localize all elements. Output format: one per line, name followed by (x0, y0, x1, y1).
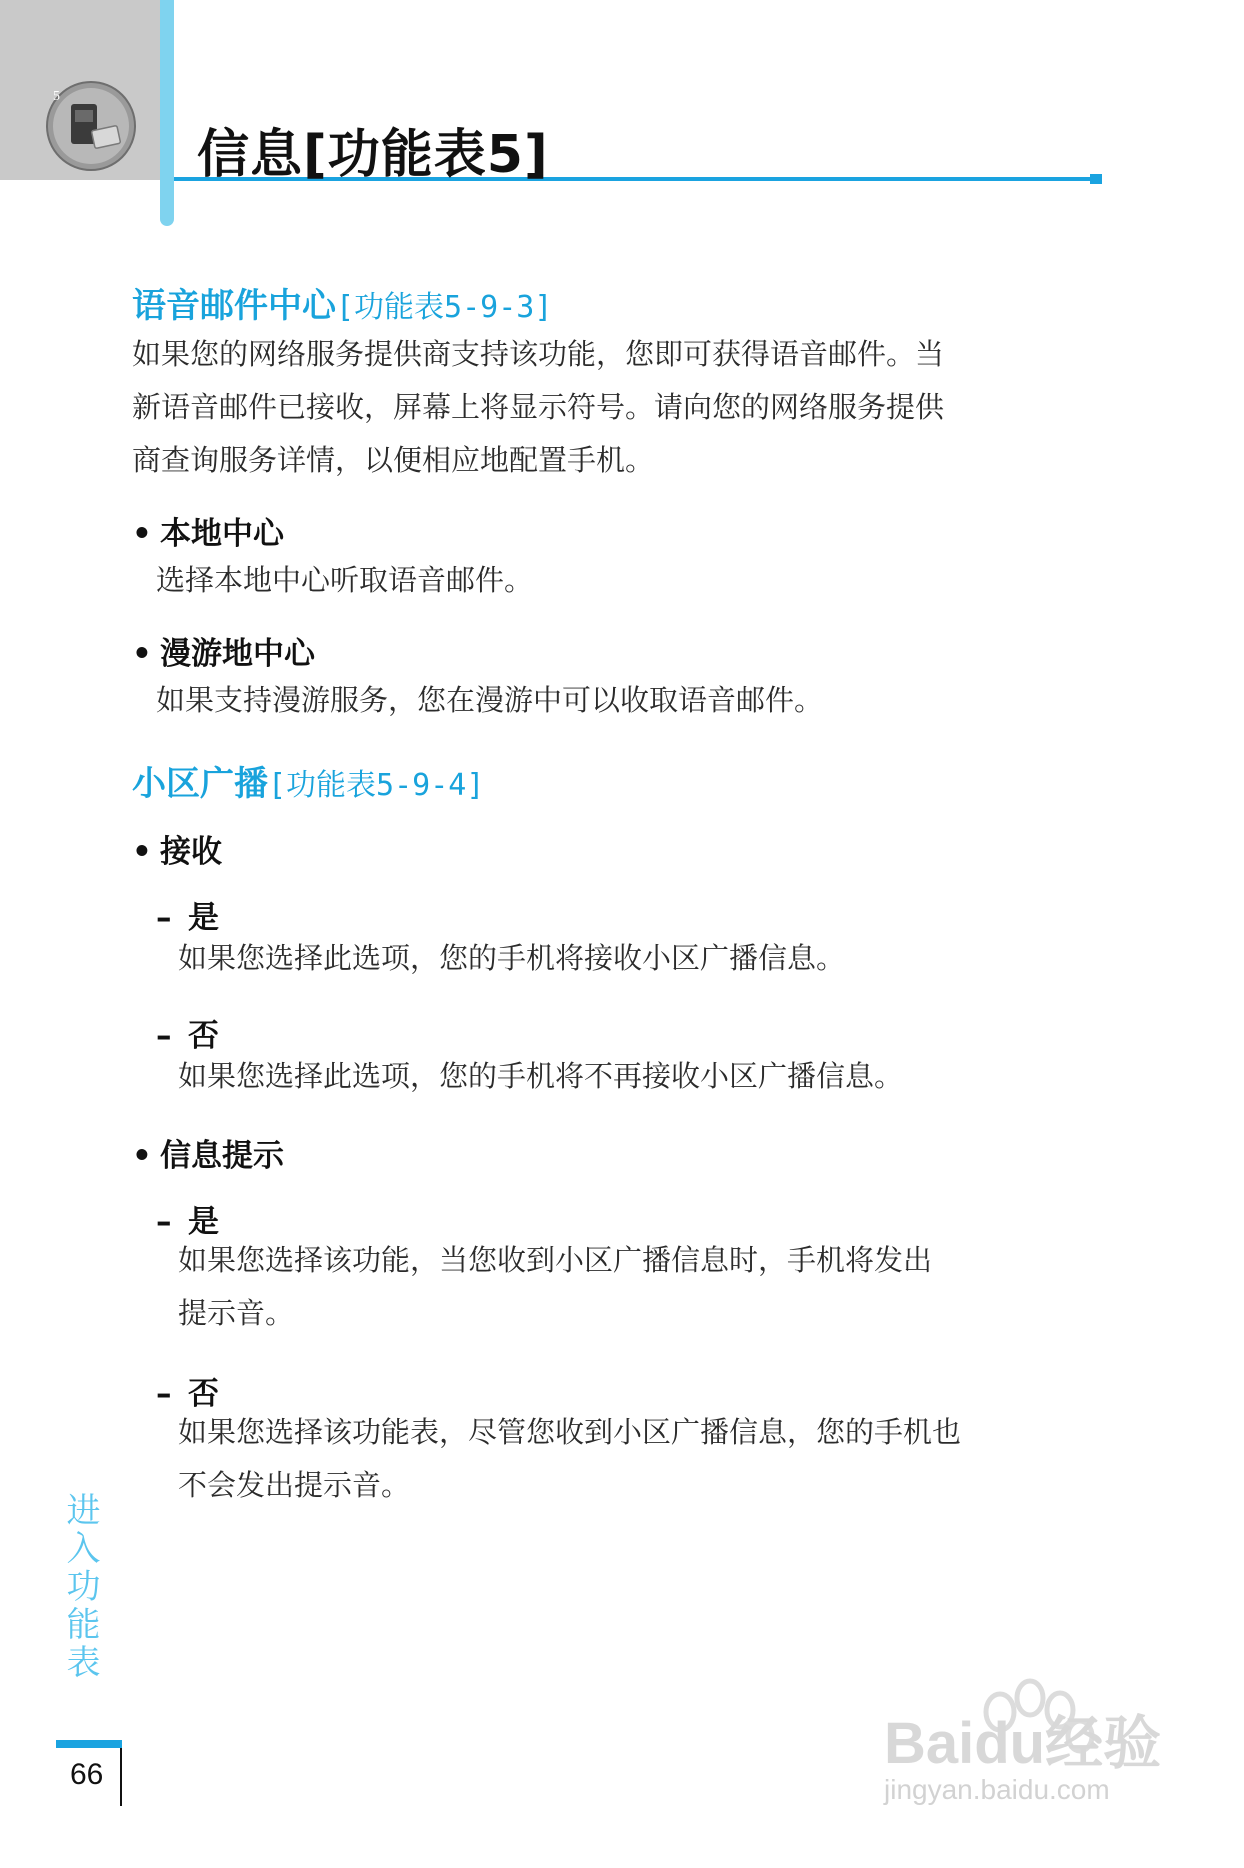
bullet-desc: 如果支持漫游服务，您在漫游中可以收取语音邮件。 (156, 683, 824, 717)
intro-line: 商查询服务详情，以便相应地配置手机。 (132, 443, 655, 477)
header-vertical-bar (160, 0, 174, 226)
option-yes: – 是 (156, 1196, 219, 1241)
intro-line: 新语音邮件已接收，屏幕上将显示符号。请向您的网络服务提供 (132, 390, 945, 424)
option-desc-line: 如果您选择该功能，当您收到小区广播信息时，手机将发出 (178, 1243, 933, 1277)
watermark-brand: Baidu经验 (884, 1711, 1162, 1776)
bullet-roaming-center: • 漫游地中心 (132, 628, 315, 673)
section-title-main: 小区广播 (132, 764, 268, 804)
option-desc (178, 1234, 932, 1340)
page-title: 信息[功能表5] (197, 125, 549, 185)
option-desc: 如果您选择此选项，您的手机将不再接收小区广播信息。 (178, 1059, 904, 1093)
phone-sim-card-icon (45, 80, 137, 172)
section-intro (132, 328, 944, 487)
option-desc: 如果您选择此选项，您的手机将接收小区广播信息。 (178, 941, 846, 975)
header-rule-end (1090, 174, 1102, 184)
option-no: – 否 (156, 1010, 219, 1055)
side-chapter-label: 进入功能表 (60, 1492, 100, 1682)
section-title-menu-code: [功能表5-9-3] (336, 290, 553, 325)
option-yes: – 是 (156, 892, 219, 937)
section-title-menu-code: [功能表5-9-4] (268, 768, 485, 803)
option-desc (178, 1406, 961, 1512)
option-desc-line: 不会发出提示音。 (178, 1468, 411, 1502)
section-title-main: 语音邮件中心 (132, 286, 336, 326)
bullet-alert: • 信息提示 (132, 1130, 284, 1175)
intro-line: 如果您的网络服务提供商支持该功能，您即可获得语音邮件。当 (132, 337, 945, 371)
page-number-bar (56, 1740, 122, 1748)
section-title-cell-broadcast (132, 756, 484, 805)
option-no: – 否 (156, 1368, 219, 1413)
page-number: 66 (70, 1758, 104, 1791)
section-title-voicemail (132, 278, 552, 327)
bullet-desc: 选择本地中心听取语音邮件。 (156, 563, 534, 597)
bullet-receive: • 接收 (132, 826, 222, 871)
option-desc-line: 提示音。 (178, 1296, 295, 1330)
chapter-number: 5 (53, 89, 60, 104)
bullet-local-center: • 本地中心 (132, 508, 284, 553)
option-desc-line: 如果您选择该功能表，尽管您收到小区广播信息，您的手机也 (178, 1415, 962, 1449)
watermark-url: jingyan.baidu.com (884, 1774, 1110, 1805)
page-number-rule (120, 1748, 122, 1806)
